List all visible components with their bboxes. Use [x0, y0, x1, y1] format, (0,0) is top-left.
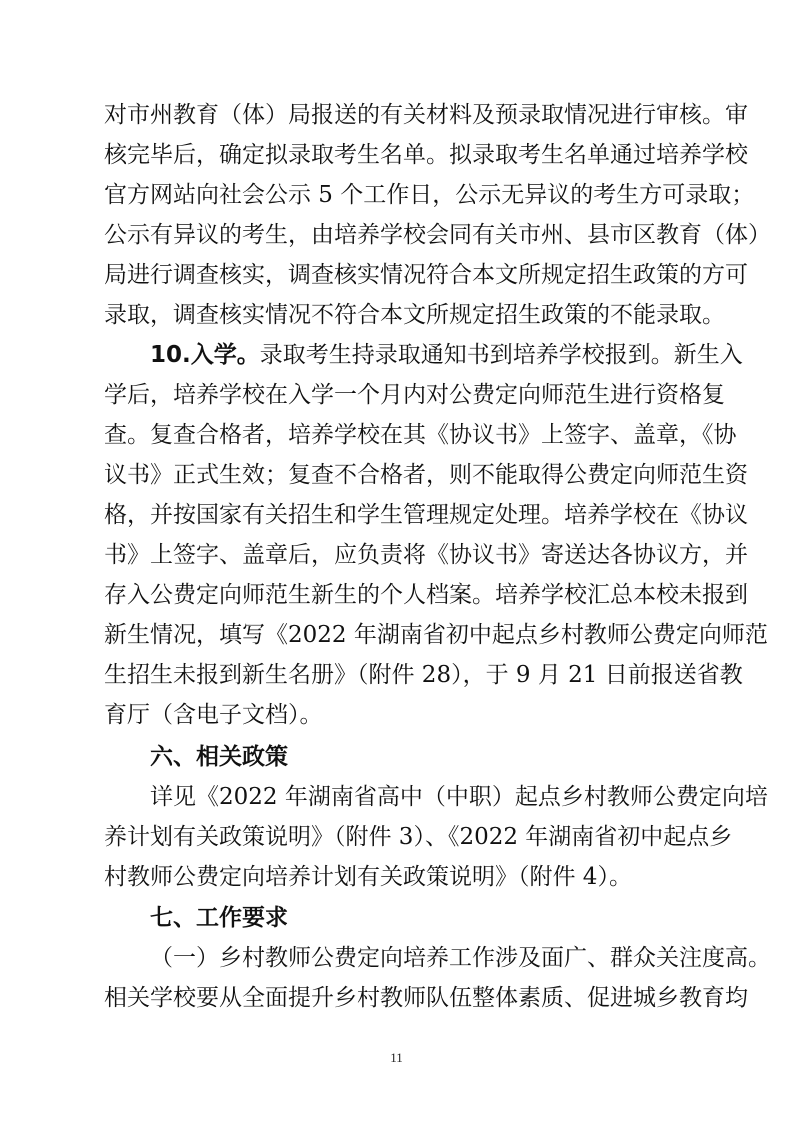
review-line-3: 官方网站向社会公示 5 个工作日，公示无异议的考生方可录取； — [104, 182, 755, 208]
enrollment-line-4: 议书》正式生效；复查不合格者，则不能取得公费定向师范生资 — [104, 462, 748, 488]
page-number: 11 — [390, 1050, 403, 1065]
enrollment-line-6: 书》上签字、盖章后，应负责将《协议书》寄送达各协议方，并 — [104, 542, 748, 568]
review-line-5: 局进行调查核实，调查核实情况符合本文所规定招生政策的方可 — [104, 262, 748, 288]
enrollment-first-line-text: 录取考生持录取通知书到培养学校报到。新生入 — [259, 342, 743, 368]
enrollment-line-10: 育厅（含电子文档）。 — [104, 702, 323, 728]
review-line-6: 录取，调查核实情况不符合本文所规定招生政策的不能录取。 — [104, 302, 725, 328]
section-six-heading: 六、相关政策 — [150, 744, 288, 770]
enrollment-line-2: 学后，培养学校在入学一个月内对公费定向师范生进行资格复 — [104, 382, 725, 408]
section-six-line-2: 养计划有关政策说明》（附件 3）、《2022 年湖南省初中起点乡 — [104, 824, 733, 850]
section-seven-heading: 七、工作要求 — [150, 905, 288, 931]
review-line-2: 核完毕后，确定拟录取考生名单。拟录取考生名单通过培养学校 — [104, 142, 748, 168]
review-line-4: 公示有异议的考生，由培养学校会同有关市州、县市区教育（体） — [104, 222, 771, 248]
section-six-line-1: 详见《2022 年湖南省高中（中职）起点乡村教师公费定向培 — [150, 784, 768, 810]
enrollment-line-8: 新生情况，填写《2022 年湖南省初中起点乡村教师公费定向师范 — [104, 622, 768, 648]
review-line-1: 对市州教育（体）局报送的有关材料及预录取情况进行审核。审 — [104, 102, 748, 128]
section-seven-line-1: （一）乡村教师公费定向培养工作涉及面广、群众关注度高。 — [150, 945, 771, 971]
enrollment-first-line — [150, 335, 743, 375]
enrollment-line-7: 存入公费定向师范生新生的个人档案。培养学校汇总本校未报到 — [104, 582, 748, 608]
section-seven-line-2: 相关学校要从全面提升乡村教师队伍整体素质、促进城乡教育均 — [104, 985, 748, 1011]
enrollment-lead: 10.入学。 — [150, 342, 260, 368]
enrollment-line-9: 生招生未报到新生名册》（附件 28），于 9 月 21 日前报送省教 — [104, 662, 743, 688]
section-six-line-3: 村教师公费定向培养计划有关政策说明》（附件 4）。 — [104, 864, 632, 890]
enrollment-line-3: 查。复查合格者，培养学校在其《协议书》上签字、盖章，《协 — [104, 422, 737, 448]
enrollment-line-5: 格，并按国家有关招生和学生管理规定处理。培养学校在《协议 — [104, 502, 748, 528]
